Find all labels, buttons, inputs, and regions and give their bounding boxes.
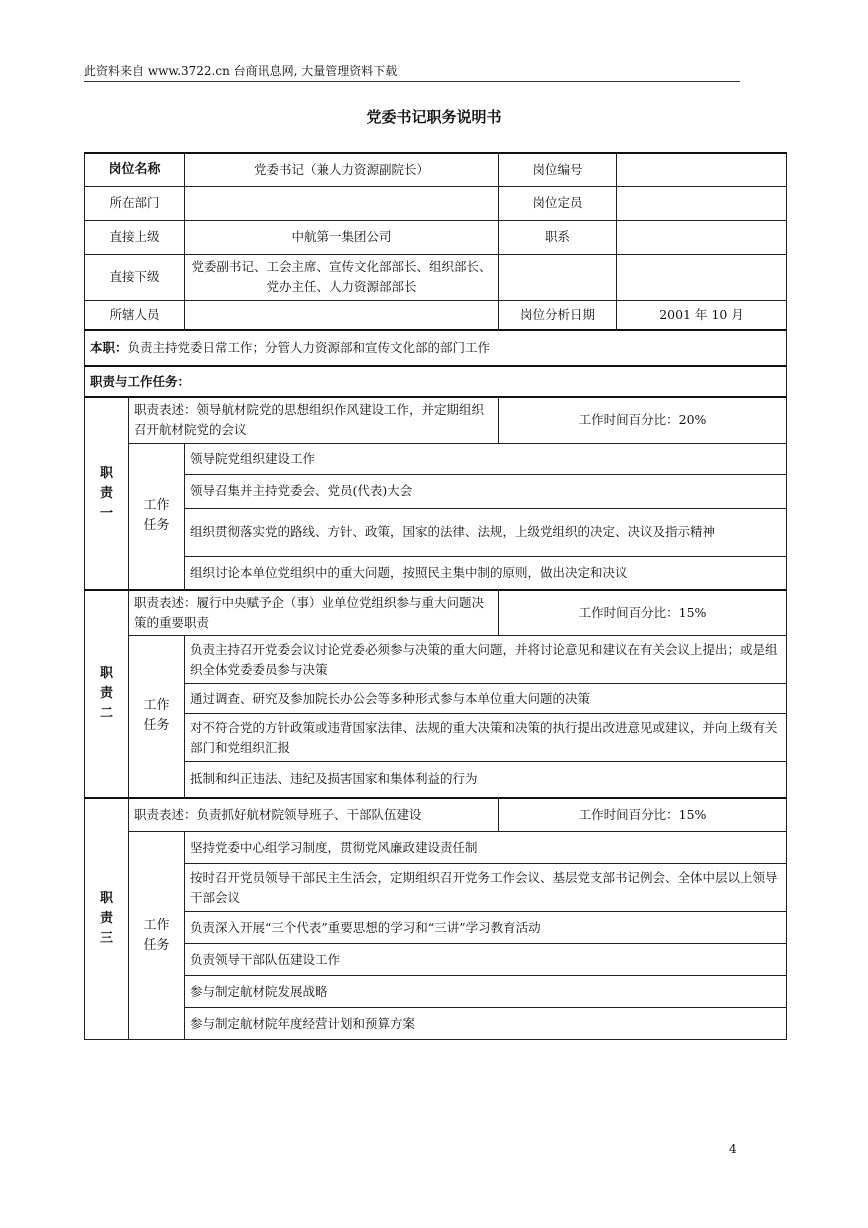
department-label: 所在部门 <box>85 186 185 220</box>
position-code-label: 岗位编号 <box>499 153 617 186</box>
task-label: 工作 任务 <box>129 832 185 1040</box>
headcount-label: 岗位定员 <box>499 186 617 220</box>
summary-text: 负责主持党委日常工作；分管人力资源部和宣传文化部的部门工作 <box>127 340 491 355</box>
task-item: 领导召集并主持党委会、党员(代表)大会 <box>185 474 787 508</box>
task-label: 工作 任务 <box>129 636 185 798</box>
task-item: 负责主持召开党委会议讨论党委必须参与决策的重大问题，并将讨论意见和建议在有关会议上提出；或是组织全体党委委员参与决策 <box>185 636 787 684</box>
job-family-value <box>617 220 787 254</box>
duty-time-percent: 工作时间百分比：15% <box>499 798 787 832</box>
duties-heading: 职责与工作任务： <box>85 366 787 397</box>
summary-row <box>85 330 787 366</box>
task-item: 坚持党委中心组学习制度，贯彻党风廉政建设责任制 <box>185 832 787 864</box>
department-value <box>185 186 499 220</box>
duty-title: 职 责 三 <box>85 798 129 1040</box>
duty-statement: 职责表述：履行中央赋予企（事）业单位党组织参与重大问题决策的重要职责 <box>129 590 499 636</box>
task-item: 领导院党组织建设工作 <box>185 443 787 474</box>
subordinates-label: 直接下级 <box>85 254 185 300</box>
task-item: 组织讨论本单位党组织中的重大问题，按照民主集中制的原则，做出决定和决议 <box>185 556 787 590</box>
summary-label: 本职： <box>90 340 128 355</box>
task-item: 对不符合党的方针政策或违背国家法律、法规的重大决策和决策的执行提出改进意见或建议，并向上级有关部门和党组织汇报 <box>185 714 787 762</box>
subordinates-spacer <box>499 254 617 300</box>
duties-body <box>85 397 787 1040</box>
duty-statement: 职责表述：领导航材院党的思想组织作风建设工作，并定期组织召开航材院党的会议 <box>129 397 499 443</box>
page-number: 4 <box>729 1142 737 1156</box>
headcount-value <box>617 186 787 220</box>
subordinates-spacer-2 <box>617 254 787 300</box>
header-divider <box>84 81 740 82</box>
duty-statement: 职责表述：负责抓好航材院领导班子、干部队伍建设 <box>129 798 499 832</box>
task-item: 按时召开党员领导干部民主生活会，定期组织召开党务工作会议、基层党支部书记例会、全体中层以上领导干部会议 <box>185 864 787 912</box>
position-code-value <box>617 153 787 186</box>
staff-value <box>185 300 499 330</box>
job-description-table <box>84 152 787 1040</box>
duty-time-percent: 工作时间百分比：15% <box>499 590 787 636</box>
position-name-value: 党委书记（兼人力资源副院长） <box>185 153 499 186</box>
task-item: 抵制和纠正违法、违纪及损害国家和集体利益的行为 <box>185 762 787 798</box>
source-header-line: 此资料来自 www.3722.cn 台商讯息网, 大量管理资料下载 <box>84 64 398 78</box>
subordinates-value: 党委副书记、工会主席、宣传文化部部长、组织部长、党办主任、人力资源部部长 <box>185 254 499 300</box>
task-item: 负责领导干部队伍建设工作 <box>185 944 787 976</box>
staff-label: 所辖人员 <box>85 300 185 330</box>
duty-title: 职 责 二 <box>85 590 129 798</box>
document-title: 党委书记职务说明书 <box>366 108 502 126</box>
job-family-label: 职系 <box>499 220 617 254</box>
task-item: 通过调查、研究及参加院长办公会等多种形式参与本单位重大问题的决策 <box>185 684 787 714</box>
task-item: 负责深入开展“三个代表”重要思想的学习和“三讲”学习教育活动 <box>185 912 787 944</box>
task-item: 参与制定航材院年度经营计划和预算方案 <box>185 1008 787 1040</box>
task-item: 组织贯彻落实党的路线、方针、政策，国家的法律、法规，上级党组织的决定、决议及指示精神 <box>185 508 787 556</box>
analysis-date-label: 岗位分析日期 <box>499 300 617 330</box>
analysis-date-value: 2001 年 10 月 <box>617 300 787 330</box>
duty-time-percent: 工作时间百分比：20% <box>499 397 787 443</box>
position-name-label: 岗位名称 <box>85 153 185 186</box>
task-item: 参与制定航材院发展战略 <box>185 976 787 1008</box>
superior-value: 中航第一集团公司 <box>185 220 499 254</box>
duty-title: 职 责 一 <box>85 397 129 590</box>
superior-label: 直接上级 <box>85 220 185 254</box>
task-label: 工作 任务 <box>129 443 185 590</box>
